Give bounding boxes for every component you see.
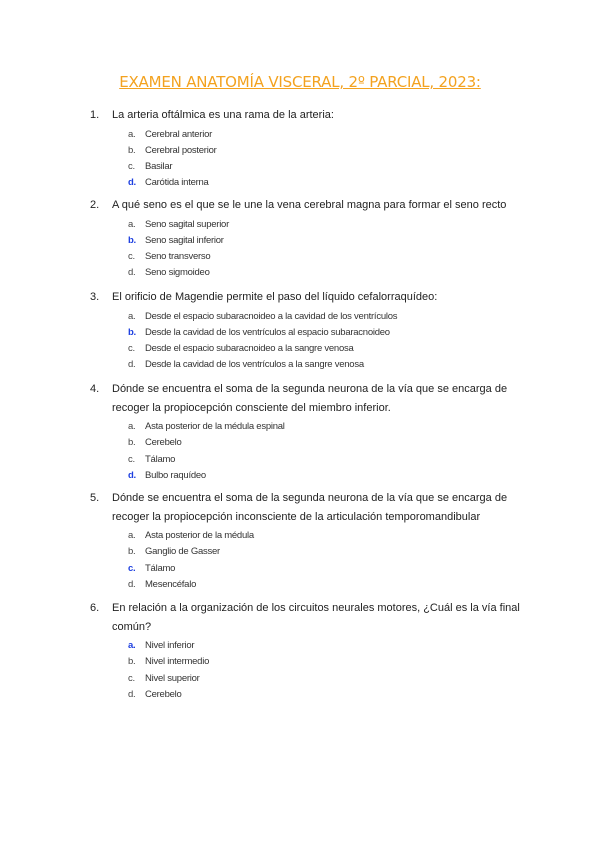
option-text: Tálamo [145, 562, 176, 574]
option-letter: a. [128, 310, 136, 322]
option-item [128, 435, 520, 451]
option-item [128, 528, 520, 544]
option-item [128, 341, 520, 357]
option-text: Desde el espacio subaracnoideo a la sangre venosa [145, 343, 354, 355]
option-letter: d. [128, 359, 136, 371]
option-item [128, 325, 520, 341]
option-item [128, 687, 520, 703]
question-5 [90, 489, 520, 593]
option-letter: c. [128, 453, 135, 465]
question-row [90, 196, 520, 215]
option-item [128, 249, 520, 265]
option-text: Desde la cavidad de los ventrículos a la sangre venosa [145, 359, 364, 371]
option-letter: d. [128, 578, 136, 590]
question-number: 4. [90, 383, 100, 395]
question-text: La arteria oftálmica es una rama de la arteria: [112, 109, 334, 121]
option-letter: a. [128, 218, 136, 230]
question-number: 3. [90, 291, 100, 303]
question-number: 1. [90, 109, 100, 121]
question-6 [90, 599, 520, 703]
question-2 [90, 196, 520, 282]
question-number: 5. [90, 492, 100, 504]
question-row [90, 288, 520, 307]
option-text: Seno sigmoideo [145, 267, 210, 279]
option-item [128, 577, 520, 593]
option-item [128, 357, 520, 373]
option-item [128, 468, 520, 484]
option-letter: a. [128, 128, 136, 140]
option-letter: d. [128, 688, 136, 700]
option-text: Asta posterior de la médula [145, 530, 254, 541]
correct-option-letter: c. [128, 562, 136, 574]
option-letter: d. [128, 267, 136, 279]
option-text: Bulbo raquídeo [145, 469, 206, 481]
option-letter: c. [128, 251, 135, 263]
question-text: El orificio de Magendie permite el paso del líquido cefalorraquídeo: [112, 291, 438, 303]
option-text: Nivel intermedio [145, 656, 210, 668]
option-text: Nivel superior [145, 672, 200, 684]
option-letter: b. [128, 437, 136, 449]
option-item [128, 654, 520, 670]
option-list [128, 419, 520, 484]
question-number: 6. [90, 602, 100, 614]
exam-title: EXAMEN ANATOMÍA VISCERAL, 2º PARCIAL, 2023: [119, 73, 481, 91]
option-text: Basilar [145, 161, 173, 173]
option-text: Desde la cavidad de los ventrículos al espacio subaracnoideo [145, 326, 390, 338]
option-letter: c. [128, 161, 135, 173]
question-text: Dónde se encuentra el soma de la segunda neurona de la vía que se encarga de recoger la propiocepción inconsciente de la articulación temporomandibular [112, 492, 508, 523]
option-item [128, 671, 520, 687]
option-item [128, 217, 520, 233]
option-letter: c. [128, 672, 135, 684]
option-letter: b. [128, 144, 136, 156]
question-1 [90, 106, 520, 192]
option-item [128, 452, 520, 468]
option-item [128, 175, 520, 191]
option-text: Cerebelo [145, 688, 182, 700]
option-list [128, 528, 520, 593]
option-text: Seno sagital superior [145, 218, 229, 230]
option-item [128, 561, 520, 577]
correct-option-letter: d. [128, 177, 136, 189]
option-list [128, 217, 520, 282]
question-row [90, 489, 520, 526]
option-text: Asta posterior de la médula espinal [145, 421, 285, 432]
option-text: Tálamo [145, 453, 176, 465]
question-number: 2. [90, 199, 100, 211]
option-letter: a. [128, 530, 136, 541]
correct-option-letter: b. [128, 326, 136, 338]
question-row [90, 106, 520, 125]
correct-option-letter: a. [128, 640, 136, 651]
option-item [128, 127, 520, 143]
correct-option-letter: b. [128, 234, 136, 246]
option-item [128, 419, 520, 435]
option-text: Carótida interna [145, 177, 209, 189]
option-list [128, 127, 520, 192]
option-item [128, 159, 520, 175]
option-text: Cerebelo [145, 437, 182, 449]
option-item [128, 233, 520, 249]
option-text: Cerebral posterior [145, 144, 217, 156]
option-text: Cerebral anterior [145, 128, 213, 140]
question-text: Dónde se encuentra el soma de la segunda neurona de la vía que se encarga de recoger la propiocepción consciente del miembro inferior. [112, 383, 508, 414]
option-letter: b. [128, 546, 136, 558]
correct-option-letter: d. [128, 469, 136, 481]
option-item [128, 265, 520, 281]
option-list [128, 309, 520, 374]
option-letter: c. [128, 343, 135, 355]
option-item [128, 309, 520, 325]
option-text: Seno transverso [145, 251, 211, 263]
option-item [128, 638, 520, 654]
option-letter: b. [128, 656, 136, 668]
option-letter: a. [128, 421, 136, 432]
question-text: A qué seno es el que se le une la vena cerebral magna para formar el seno recto [112, 199, 507, 211]
option-text: Desde el espacio subaracnoideo a la cavidad de los ventrículos [145, 310, 398, 322]
question-text: En relación a la organización de los circuitos neurales motores, ¿Cuál es la vía final común? [112, 602, 520, 633]
option-item [128, 544, 520, 560]
option-text: Seno sagital inferior [145, 234, 224, 246]
question-4 [90, 380, 520, 484]
option-text: Mesencéfalo [145, 578, 197, 590]
option-list [128, 638, 520, 703]
question-row [90, 599, 520, 636]
option-text: Nivel inferior [145, 640, 195, 651]
option-item [128, 143, 520, 159]
option-text: Ganglio de Gasser [145, 546, 220, 558]
question-3 [90, 288, 520, 374]
question-row [90, 380, 520, 417]
